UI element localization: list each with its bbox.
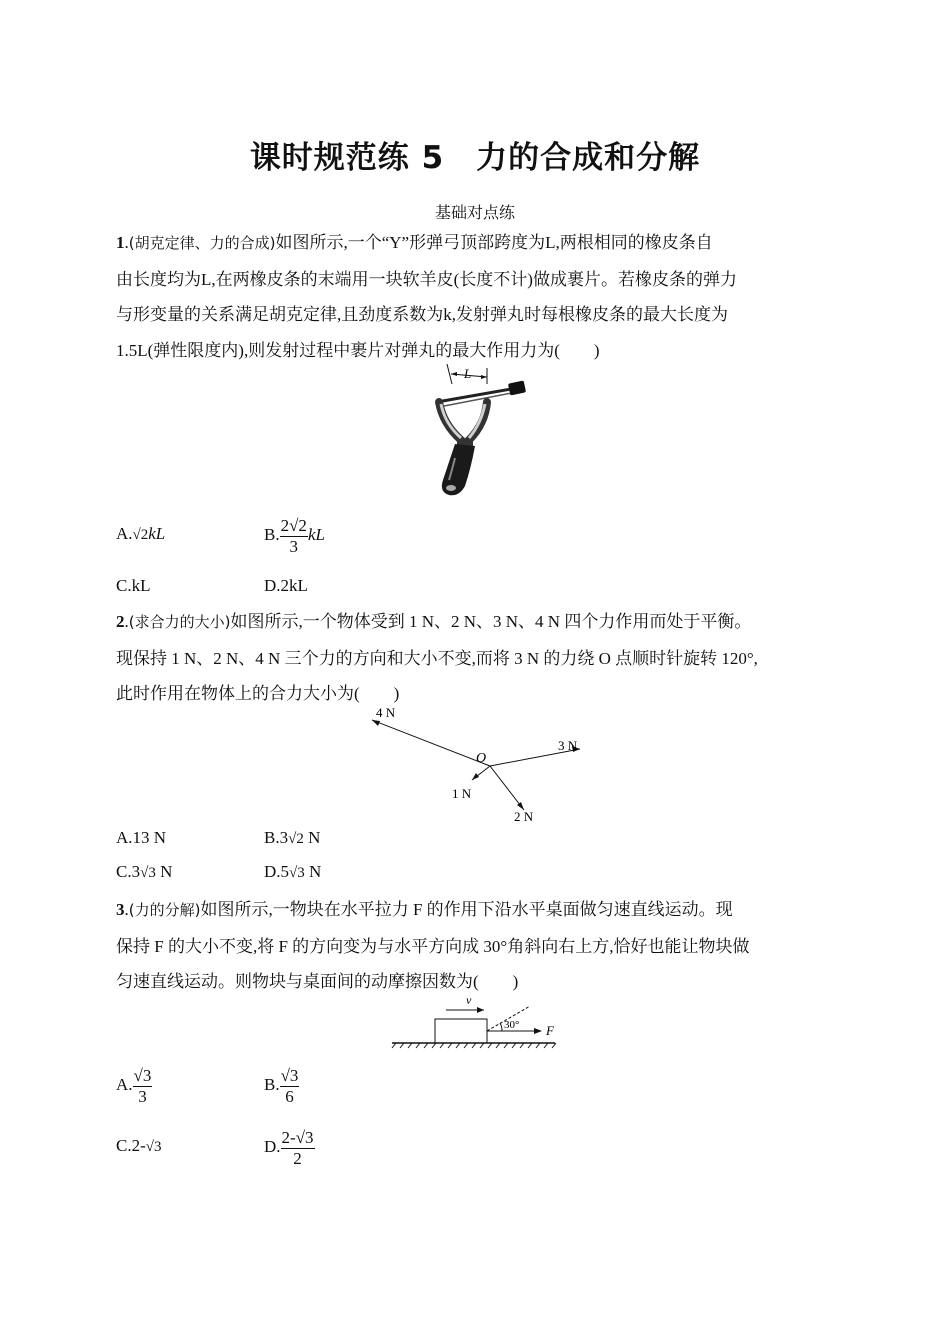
block-figure bbox=[390, 990, 560, 1052]
q1-option-a[interactable]: A.√2kL bbox=[116, 524, 166, 543]
question-body: 如图所示,一物块在水平拉力 F 的作用下沿水平桌面做匀速直线运动。现 保持 F 的大小不变,将 F 的方向变为与水平方向成 30°角斜向右上方,恰好也能让物块做 匀速直线运动。则物块与桌面间的动摩擦因数为( ) bbox=[116, 900, 750, 991]
question-tag: (求合力的大小) bbox=[128, 613, 231, 631]
question-tag: (力的分解) bbox=[128, 901, 201, 919]
question-1: 1.(胡克定律、力的合成)如图所示,一个“Y”形弹弓顶部跨度为L,两根相同的橡皮条自 由长度均为L,在两橡皮条的末端用一块软羊皮(长度不计)做成裹片。若橡皮条的弹力 与形变量的关系满足胡克定律,且劲度系数为k,发射弹丸时每根橡皮条的最大长度为 1.5L(弹性限度内),则发射过程中裹片对弹丸的最大作用力为( ) bbox=[116, 233, 737, 360]
section-title: 基础对点练 bbox=[434, 203, 515, 222]
force-2n-label: 2 N bbox=[514, 809, 534, 824]
force-4n-label: 4 N bbox=[376, 705, 396, 720]
q2-option-b[interactable]: B.3√2 N bbox=[264, 828, 321, 847]
q1-option-b[interactable]: B. $\frac{2√2}{3}$ kL bbox=[264, 516, 325, 556]
question-number: 2 bbox=[116, 612, 125, 631]
velocity-label: v bbox=[466, 993, 472, 1007]
question-number: 3 bbox=[116, 900, 125, 919]
q2-option-a[interactable]: A.13 N bbox=[116, 828, 167, 847]
q3-option-a[interactable]: A. $\frac{√3}{3}$ bbox=[116, 1066, 152, 1106]
angle-label: 30° bbox=[504, 1019, 520, 1031]
slingshot-figure bbox=[425, 362, 535, 497]
q2-option-c[interactable]: C.3√3 N bbox=[116, 862, 173, 881]
question-2: 2.(求合力的大小)如图所示,一个物体受到 1 N、2 N、3 N、4 N 四个力作用而处于平衡。 现保持 1 N、2 N、4 N 三个力的方向和大小不变,而将 3 N 的力绕 O 点顺时针旋转 120°, 此时作用在物体上的合力大小为( ) bbox=[116, 612, 758, 703]
question-body: 如图所示,一个“Y”形弹弓顶部跨度为L,两根相同的橡皮条自 由长度均为L,在两橡皮条的末端用一块软羊皮(长度不计)做成裹片。若橡皮条的弹力 与形变量的关系满足胡克定律,且劲度系数为k,发射弹丸时每根橡皮条的最大长度为 1.5L(弹性限度内),则发射过程中裹片对弹丸的最大作用力为( ) bbox=[116, 233, 737, 360]
force-label: F bbox=[546, 1023, 554, 1038]
question-body: 如图所示,一个物体受到 1 N、2 N、3 N、4 N 四个力作用而处于平衡。 现保持 1 N、2 N、4 N 三个力的方向和大小不变,而将 3 N 的力绕 O 点顺时针旋转 120°, 此时作用在物体上的合力大小为( ) bbox=[116, 612, 758, 703]
q3-option-d[interactable]: D. $\frac{2-√3}{2}$ bbox=[264, 1128, 314, 1168]
q3-option-c[interactable]: C.2-√3 bbox=[116, 1136, 162, 1155]
force-3n-label: 3 N bbox=[558, 738, 578, 753]
force-1n-label: 1 N bbox=[452, 786, 472, 801]
page-title: 课时规范练 5 力的合成和分解 bbox=[249, 140, 701, 176]
span-label: L bbox=[464, 366, 472, 381]
origin-label: O bbox=[476, 751, 487, 766]
question-number: 1 bbox=[116, 233, 125, 252]
question-3: 3.(力的分解)如图所示,一物块在水平拉力 F 的作用下沿水平桌面做匀速直线运动。现 保持 F 的大小不变,将 F 的方向变为与水平方向成 30°角斜向右上方,恰好也能让物块做 匀速直线运动。则物块与桌面间的动摩擦因数为( ) bbox=[116, 900, 750, 991]
q1-option-c[interactable]: C.kL bbox=[116, 576, 151, 595]
forces-figure bbox=[360, 700, 600, 828]
q2-option-d[interactable]: D.5√3 N bbox=[264, 862, 322, 881]
q1-option-d[interactable]: D.2kL bbox=[264, 576, 308, 595]
question-tag: (胡克定律、力的合成) bbox=[128, 234, 276, 252]
q3-option-b[interactable]: B. $\frac{√3}{6}$ bbox=[264, 1066, 299, 1106]
